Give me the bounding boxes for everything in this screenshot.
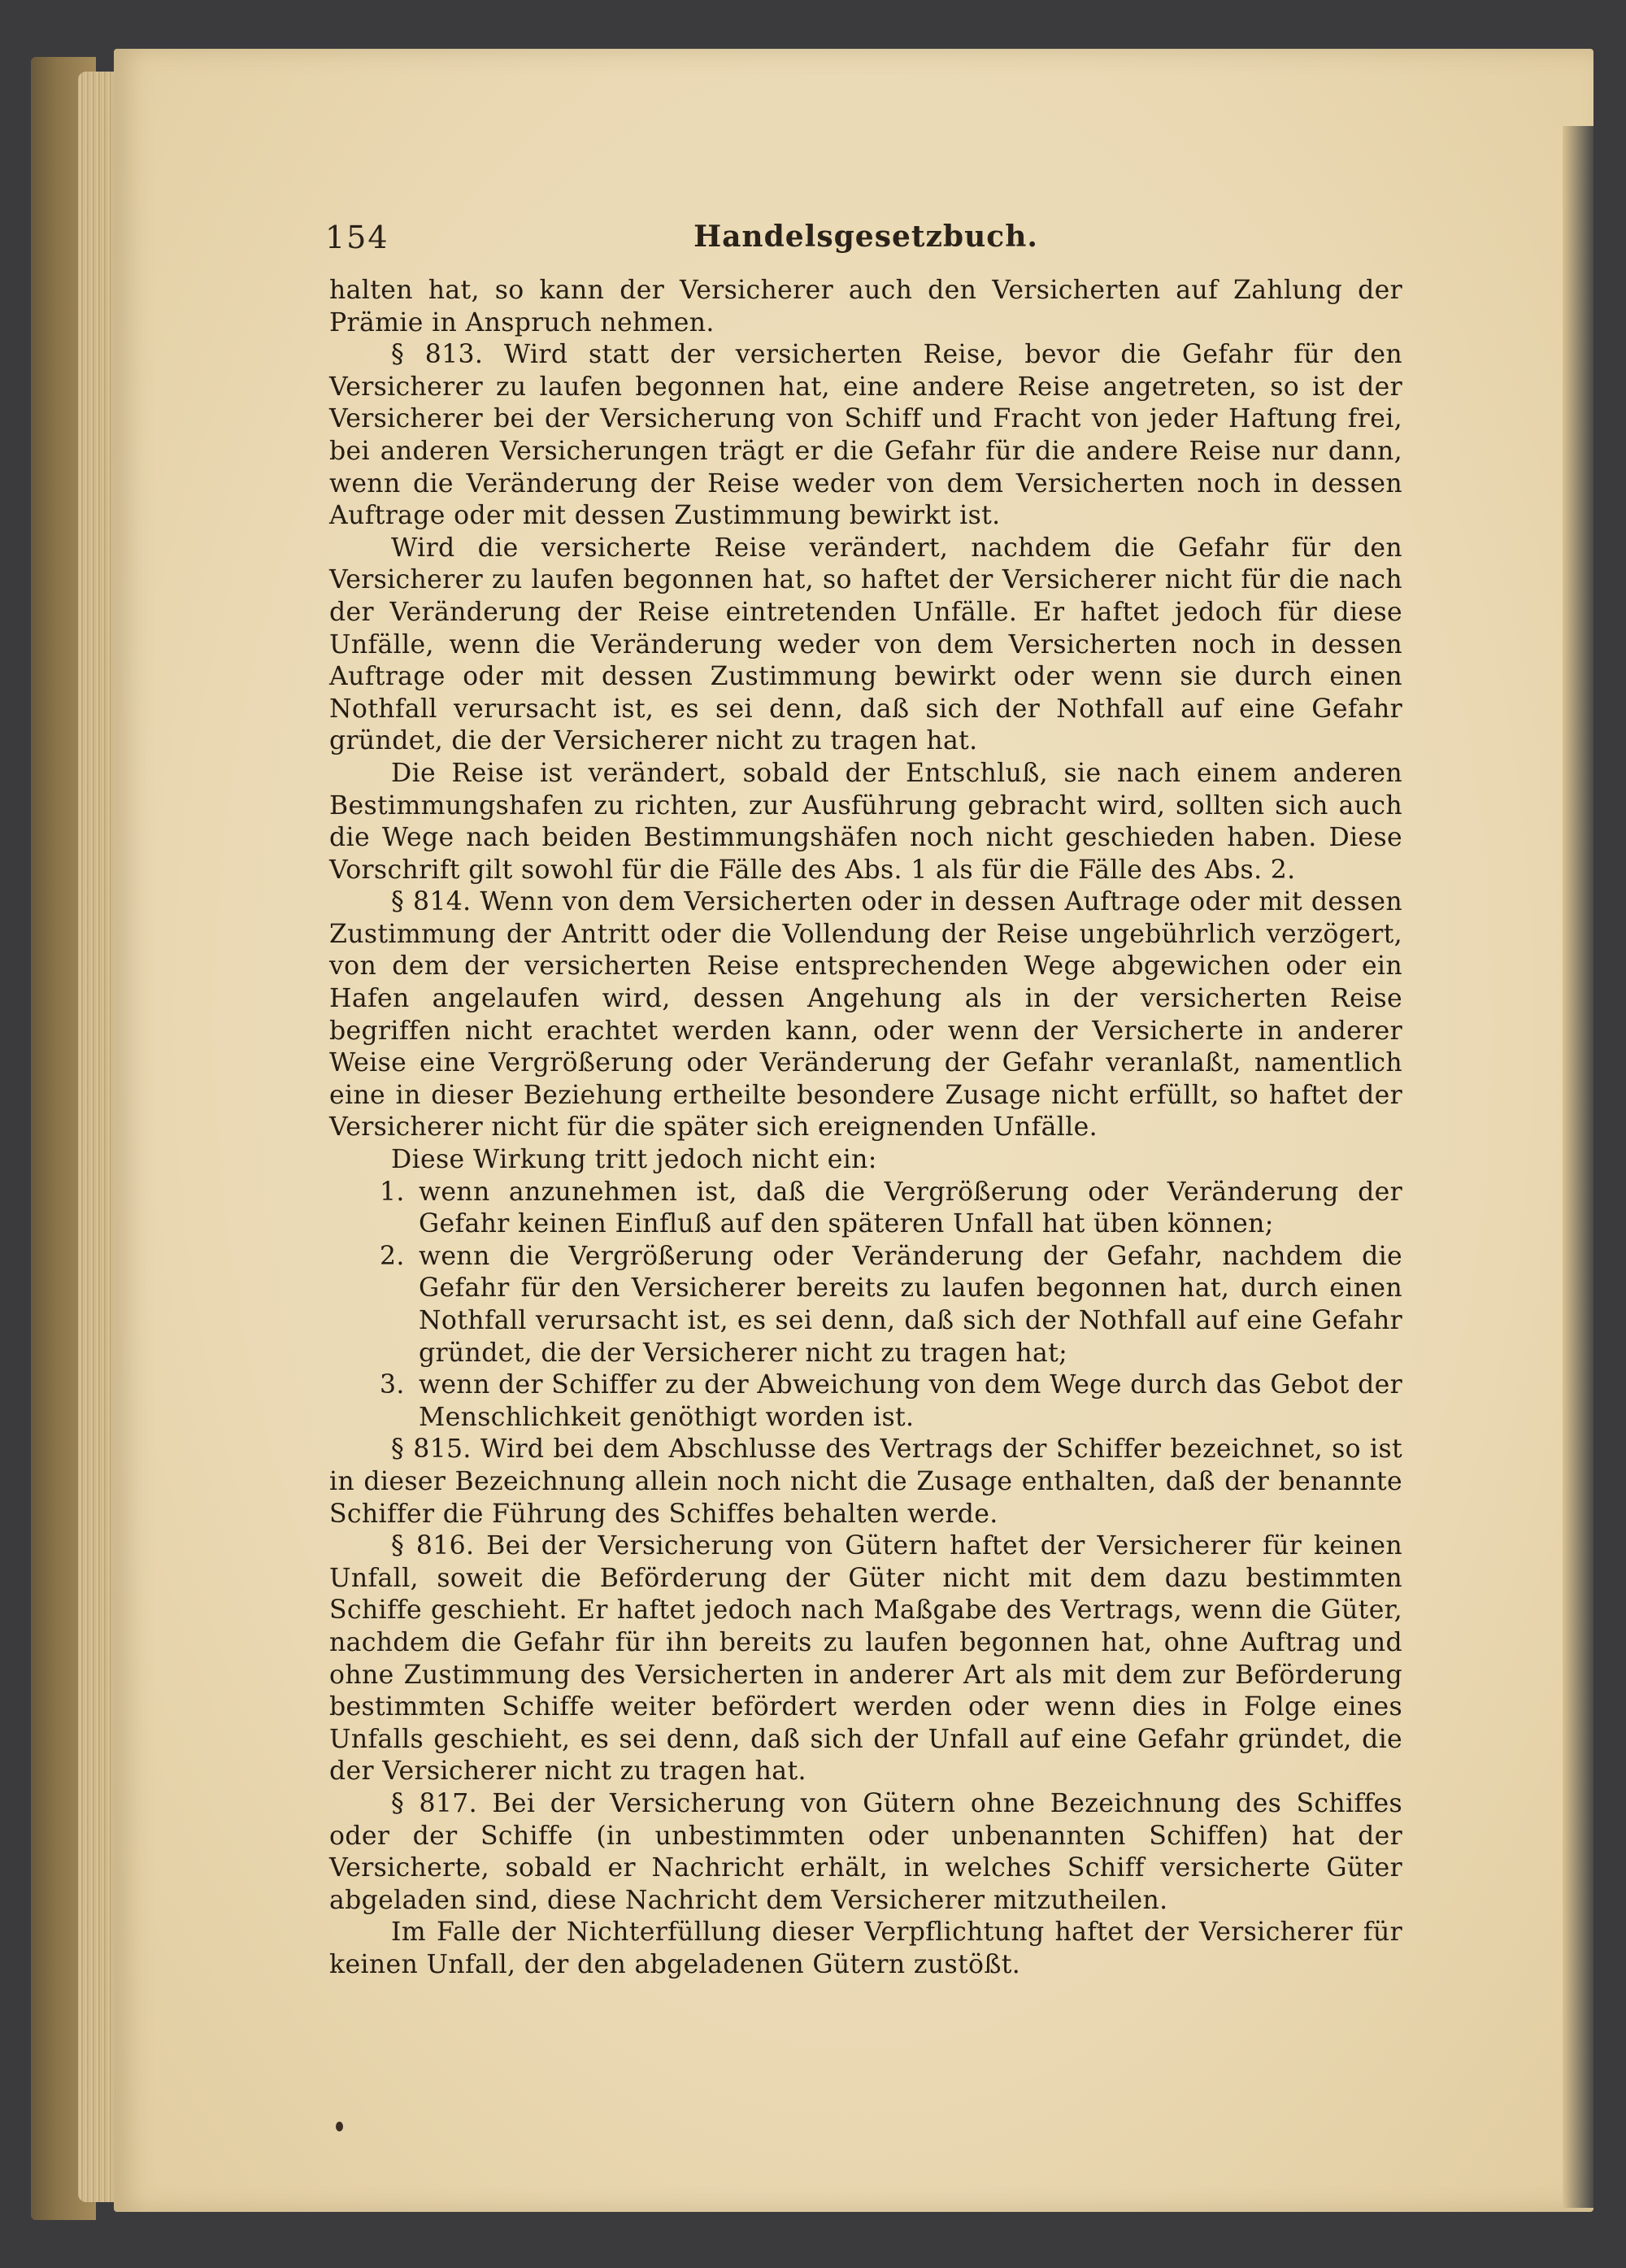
paragraph-816: § 816. Bei der Versicherung von Gütern haftet der Versicherer für keinen Unfall, soweit die Beförderung der Güter nicht mit dem dazu bestimmten Schiffe geschieht. Er haftet jedoch nach Maßgabe des Vertrags, wenn die Güter, nachdem die Gefahr für ihn bereits zu laufen begonnen hat, ohne Auftrag und ohne Zustimmung des Versicherten in anderer Art als mit dem zur Beförderung bestimmten Schiffe weiter befördert werden oder wenn dies in Folge eines Unfalls geschieht, es sei denn, daß sich der Unfall auf eine Gefahr gründet, die der Versicherer nicht zu tragen hat. xyxy=(329,1531,1402,1787)
list-number: 3. xyxy=(380,1370,405,1400)
paragraph-815: § 815. Wird bei dem Abschlusse des Vertrags der Schiffer bezeichnet, so ist in dieser Bezeichnung allein noch nicht die Zusage enthalten, daß der benannte Schiffer die Führung des Schiffes behalten werde. xyxy=(329,1434,1402,1529)
page-header xyxy=(325,220,1406,268)
paragraph-813-3: Die Reise ist verändert, sobald der Entschluß, sie nach einem anderen Bestimmungshafen zu richten, zur Ausführung gebracht wird, sollten sich auch die Wege nach beiden Bestimmungshäfen noch nicht geschieden haben. Diese Vorschrift gilt sowohl für die Fälle des Abs. 1 als für die Fälle des Abs. 2. xyxy=(329,758,1402,885)
paragraph-817: § 817. Bei der Versicherung von Gütern ohne Bezeichnung des Schiffes oder der Schiffe (in unbestimmten oder unbenannten Schiffen) hat der Versicherte, sobald er Nachricht erhält, in welches Schiff versicherte Güter abgeladen sind, diese Nachricht dem Versicherer mitzutheilen. xyxy=(329,1788,1402,1915)
ink-speck xyxy=(336,2122,343,2131)
list-text: wenn die Vergrößerung oder Veränderung der Gefahr, nachdem die Gefahr für den Versicherer bereits zu laufen begonnen hat, durch einen Nothfall verursacht ist, es sei denn, daß sich der Nothfall auf eine Gefahr gründet, die der Versicherer nicht zu tragen hat; xyxy=(419,1241,1402,1368)
list-number: 2. xyxy=(380,1241,405,1271)
paragraph-814-2: Diese Wirkung tritt jedoch nicht ein: xyxy=(391,1145,877,1175)
page-number: 154 xyxy=(325,220,389,255)
list-item xyxy=(329,1241,1402,1369)
paragraph-814: § 814. Wenn von dem Versicherten oder in dessen Auftrage oder mit dessen Zustimmung der Antritt oder die Vollendung der Reise ungebührlich verzögert, von dem der versicherten Reise entsprechenden Wege abgewichen oder ein Hafen angelaufen wird, dessen Angehung als in der versicherten Reise begriffen nicht erachtet werden kann, oder wenn der Versicherte in anderer Weise eine Vergrößerung oder Veränderung der Gefahr veranlaßt, namentlich eine in dieser Beziehung ertheilte besondere Zusage nicht erfüllt, so haftet der Versicherer nicht für die später sich ereignenden Unfälle. xyxy=(329,887,1402,1143)
list-item xyxy=(329,1177,1402,1241)
exception-list xyxy=(329,1177,1402,1434)
list-text: wenn der Schiffer zu der Abweichung von dem Wege durch das Gebot der Menschlichkeit genöthigt worden ist. xyxy=(419,1370,1402,1432)
list-number: 1. xyxy=(380,1177,405,1207)
page-gutter-shadow xyxy=(1563,126,1593,2208)
paragraph-817-2: Im Falle der Nichterfüllung dieser Verpflichtung haftet der Versicherer für keinen Unfall, der den abgeladenen Gütern zustößt. xyxy=(329,1918,1402,1979)
paragraph-813-2: Wird die versicherte Reise verändert, nachdem die Gefahr für den Versicherer zu laufen begonnen hat, so haftet der Versicherer nicht für die nach der Veränderung der Reise eintretenden Unfälle. Er haftet jedoch für diese Unfälle, wenn die Veränderung weder von dem Versicherten noch in dessen Auftrage oder mit dessen Zustimmung bewirkt oder wenn sie durch einen Nothfall verursacht ist, es sei denn, daß sich der Nothfall auf eine Gefahr gründet, die der Versicherer nicht zu tragen hat. xyxy=(329,533,1402,756)
paragraph-continuation: halten hat, so kann der Versicherer auch den Versicherten auf Zahlung der Prämie in Anspruch nehmen. xyxy=(329,276,1402,337)
running-title: Handelsgesetzbuch. xyxy=(693,220,1038,254)
list-text: wenn anzunehmen ist, daß die Vergrößerung oder Veränderung der Gefahr keinen Einfluß auf den späteren Unfall hat üben können; xyxy=(419,1177,1402,1239)
paragraph-813: § 813. Wird statt der versicherten Reise, bevor die Gefahr für den Versicherer zu laufen begonnen hat, eine andere Reise angetreten, so ist der Versicherer bei der Versicherung von Schiff und Fracht von jeder Haftung frei, bei anderen Versicherungen trägt er die Gefahr für die andere Reise nur dann, wenn die Veränderung der Reise weder von dem Versicherten noch in dessen Auftrage oder mit dessen Zustimmung bewirkt ist. xyxy=(329,340,1402,531)
list-item xyxy=(329,1369,1402,1434)
body-text xyxy=(329,275,1402,1981)
